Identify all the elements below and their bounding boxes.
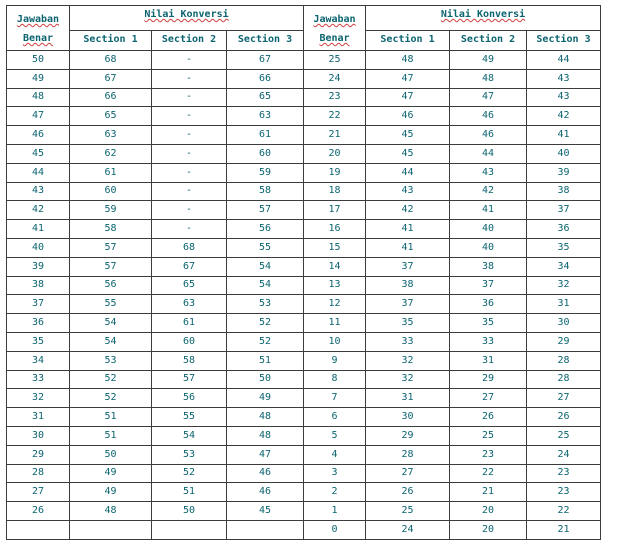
section2-cell: 40 — [450, 238, 527, 257]
table-row — [7, 389, 601, 408]
section2-cell: 54 — [152, 426, 227, 445]
table-row — [7, 426, 601, 445]
section2-cell: - — [152, 201, 227, 220]
section2-cell: 52 — [152, 464, 227, 483]
section3-cell: 26 — [527, 408, 601, 427]
table-row — [7, 163, 601, 182]
jawaban-benar-cell: 22 — [304, 107, 366, 126]
section2-cell: 40 — [450, 220, 527, 239]
table-row — [7, 144, 601, 163]
section1-header-right: Section 1 — [366, 30, 450, 50]
section1-cell: 41 — [366, 220, 450, 239]
section2-cell: 35 — [450, 314, 527, 333]
section1-cell: 32 — [366, 370, 450, 389]
section2-cell: 46 — [450, 126, 527, 145]
section1-cell: 63 — [70, 126, 152, 145]
section1-cell: 56 — [70, 276, 152, 295]
section3-cell: 28 — [527, 370, 601, 389]
section3-cell: 42 — [527, 107, 601, 126]
section1-cell — [70, 520, 152, 539]
section1-cell: 48 — [366, 51, 450, 70]
jawaban-benar-cell — [7, 520, 70, 539]
section3-cell: 54 — [227, 257, 304, 276]
jawaban-benar-cell: 14 — [304, 257, 366, 276]
section1-cell: 48 — [70, 502, 152, 521]
jawaban-benar-cell: 6 — [304, 408, 366, 427]
section3-cell: 43 — [527, 69, 601, 88]
jawaban-benar-cell: 5 — [304, 426, 366, 445]
table-row — [7, 126, 601, 145]
table-row — [7, 502, 601, 521]
section1-cell: 33 — [366, 332, 450, 351]
section1-cell: 28 — [366, 445, 450, 464]
jawaban-benar-cell: 42 — [7, 201, 70, 220]
jawaban-benar-cell: 8 — [304, 370, 366, 389]
section2-cell: - — [152, 220, 227, 239]
section1-cell: 58 — [70, 220, 152, 239]
section2-cell: 26 — [450, 408, 527, 427]
jawaban-benar-header-right — [304, 6, 366, 51]
section1-cell: 46 — [366, 107, 450, 126]
section3-cell: 24 — [527, 445, 601, 464]
section3-cell: 57 — [227, 201, 304, 220]
section2-cell: 23 — [450, 445, 527, 464]
table-row — [7, 408, 601, 427]
section3-cell: 29 — [527, 332, 601, 351]
section3-cell: 34 — [527, 257, 601, 276]
section1-cell: 44 — [366, 163, 450, 182]
section3-cell: 39 — [527, 163, 601, 182]
section1-cell: 52 — [70, 370, 152, 389]
section2-cell: 20 — [450, 520, 527, 539]
section2-cell: - — [152, 182, 227, 201]
section2-cell: 37 — [450, 276, 527, 295]
table-row — [7, 201, 601, 220]
section3-cell: 31 — [527, 295, 601, 314]
section2-cell: 46 — [450, 107, 527, 126]
section3-cell: 66 — [227, 69, 304, 88]
section1-cell: 53 — [70, 351, 152, 370]
nilai-konversi-label: Nilai Konversi — [440, 9, 526, 20]
section2-cell: 50 — [152, 502, 227, 521]
section2-cell — [152, 520, 227, 539]
section3-cell: 58 — [227, 182, 304, 201]
section1-cell: 61 — [70, 163, 152, 182]
jawaban-benar-cell: 34 — [7, 351, 70, 370]
table-row — [7, 51, 601, 70]
section1-cell: 67 — [70, 69, 152, 88]
jawaban-benar-cell: 23 — [304, 88, 366, 107]
section1-cell: 45 — [366, 126, 450, 145]
section1-cell: 26 — [366, 483, 450, 502]
jawaban-benar-cell: 32 — [7, 389, 70, 408]
section3-cell: 46 — [227, 464, 304, 483]
section2-cell: 42 — [450, 182, 527, 201]
section1-cell: 38 — [366, 276, 450, 295]
jawaban-benar-cell: 26 — [7, 502, 70, 521]
section1-cell: 51 — [70, 426, 152, 445]
table-body — [7, 6, 601, 540]
section2-cell: 51 — [152, 483, 227, 502]
table-row — [7, 238, 601, 257]
section2-cell: 53 — [152, 445, 227, 464]
section3-cell: 32 — [527, 276, 601, 295]
section1-cell: 43 — [366, 182, 450, 201]
section3-cell: 27 — [527, 389, 601, 408]
section2-cell: 36 — [450, 295, 527, 314]
section3-cell: 21 — [527, 520, 601, 539]
section1-cell: 42 — [366, 201, 450, 220]
section3-cell: 52 — [227, 314, 304, 333]
section2-cell: 56 — [152, 389, 227, 408]
jawaban-label: Jawaban — [313, 14, 356, 25]
table-row — [7, 483, 601, 502]
jawaban-benar-cell: 0 — [304, 520, 366, 539]
section3-cell: 67 — [227, 51, 304, 70]
section2-cell: - — [152, 126, 227, 145]
section3-cell: 51 — [227, 351, 304, 370]
section2-cell: 48 — [450, 69, 527, 88]
section1-cell: 57 — [70, 238, 152, 257]
jawaban-benar-cell: 43 — [7, 182, 70, 201]
jawaban-benar-cell: 11 — [304, 314, 366, 333]
section2-cell: 41 — [450, 201, 527, 220]
table-row — [7, 464, 601, 483]
section3-cell: 60 — [227, 144, 304, 163]
section2-header-right: Section 2 — [450, 30, 527, 50]
section3-cell — [227, 520, 304, 539]
section1-cell: 32 — [366, 351, 450, 370]
jawaban-benar-cell: 45 — [7, 144, 70, 163]
section1-cell: 37 — [366, 257, 450, 276]
section1-cell: 51 — [70, 408, 152, 427]
section2-cell: 43 — [450, 163, 527, 182]
section2-cell: 49 — [450, 51, 527, 70]
benar-label: Benar — [22, 33, 54, 44]
section2-cell: 61 — [152, 314, 227, 333]
jawaban-label: Jawaban — [16, 14, 60, 25]
section1-cell: 45 — [366, 144, 450, 163]
jawaban-benar-cell: 7 — [304, 389, 366, 408]
table-row — [7, 314, 601, 333]
section3-cell: 55 — [227, 238, 304, 257]
section2-cell: 55 — [152, 408, 227, 427]
section1-cell: 55 — [70, 295, 152, 314]
section3-cell: 28 — [527, 351, 601, 370]
section3-cell: 22 — [527, 502, 601, 521]
section2-cell: 38 — [450, 257, 527, 276]
jawaban-benar-cell: 30 — [7, 426, 70, 445]
table-row — [7, 220, 601, 239]
section1-cell: 68 — [70, 51, 152, 70]
section1-cell: 50 — [70, 445, 152, 464]
section2-cell: 22 — [450, 464, 527, 483]
section3-cell: 59 — [227, 163, 304, 182]
jawaban-benar-cell: 21 — [304, 126, 366, 145]
jawaban-benar-cell: 37 — [7, 295, 70, 314]
section3-cell: 48 — [227, 426, 304, 445]
section3-cell: 46 — [227, 483, 304, 502]
section1-cell: 66 — [70, 88, 152, 107]
jawaban-benar-cell: 17 — [304, 201, 366, 220]
table-row — [7, 69, 601, 88]
section3-cell: 40 — [527, 144, 601, 163]
jawaban-benar-cell: 18 — [304, 182, 366, 201]
section3-cell: 50 — [227, 370, 304, 389]
section1-cell: 52 — [70, 389, 152, 408]
jawaban-benar-cell: 38 — [7, 276, 70, 295]
jawaban-benar-cell: 39 — [7, 257, 70, 276]
section3-cell: 23 — [527, 464, 601, 483]
section3-cell: 23 — [527, 483, 601, 502]
section3-cell: 52 — [227, 332, 304, 351]
jawaban-benar-cell: 25 — [304, 51, 366, 70]
table-row — [7, 257, 601, 276]
section3-cell: 45 — [227, 502, 304, 521]
section2-cell: 68 — [152, 238, 227, 257]
jawaban-benar-cell: 31 — [7, 408, 70, 427]
jawaban-benar-cell: 48 — [7, 88, 70, 107]
section1-cell: 49 — [70, 483, 152, 502]
jawaban-benar-header-left — [7, 6, 70, 51]
section1-cell: 35 — [366, 314, 450, 333]
section2-header-left: Section 2 — [152, 30, 227, 50]
jawaban-benar-cell: 20 — [304, 144, 366, 163]
section2-cell: - — [152, 88, 227, 107]
section3-cell: 47 — [227, 445, 304, 464]
jawaban-benar-cell: 12 — [304, 295, 366, 314]
table-row — [7, 520, 601, 539]
section3-cell: 25 — [527, 426, 601, 445]
section2-cell: 31 — [450, 351, 527, 370]
table-row — [7, 88, 601, 107]
section2-cell: 65 — [152, 276, 227, 295]
header-row-top — [7, 6, 601, 31]
jawaban-benar-cell: 9 — [304, 351, 366, 370]
section1-cell: 54 — [70, 314, 152, 333]
section2-cell: 27 — [450, 389, 527, 408]
jawaban-benar-cell: 33 — [7, 370, 70, 389]
section3-cell: 37 — [527, 201, 601, 220]
section2-cell: 67 — [152, 257, 227, 276]
section3-cell: 48 — [227, 408, 304, 427]
section2-cell: 25 — [450, 426, 527, 445]
table-row — [7, 276, 601, 295]
section3-cell: 49 — [227, 389, 304, 408]
section2-cell: 63 — [152, 295, 227, 314]
jawaban-benar-cell: 35 — [7, 332, 70, 351]
jawaban-benar-cell: 44 — [7, 163, 70, 182]
section3-cell: 54 — [227, 276, 304, 295]
table-row — [7, 351, 601, 370]
table-row — [7, 295, 601, 314]
section2-cell: - — [152, 51, 227, 70]
jawaban-benar-cell: 10 — [304, 332, 366, 351]
section1-cell: 31 — [366, 389, 450, 408]
section1-cell: 41 — [366, 238, 450, 257]
section3-cell: 43 — [527, 88, 601, 107]
section2-cell: 44 — [450, 144, 527, 163]
section3-cell: 30 — [527, 314, 601, 333]
section3-cell: 61 — [227, 126, 304, 145]
nilai-konversi-label: Nilai Konversi — [144, 9, 229, 20]
jawaban-benar-cell: 27 — [7, 483, 70, 502]
section1-cell: 30 — [366, 408, 450, 427]
jawaban-benar-cell: 41 — [7, 220, 70, 239]
section1-cell: 54 — [70, 332, 152, 351]
section1-cell: 37 — [366, 295, 450, 314]
section1-cell: 60 — [70, 182, 152, 201]
section1-cell: 27 — [366, 464, 450, 483]
table-row — [7, 332, 601, 351]
jawaban-benar-cell: 15 — [304, 238, 366, 257]
jawaban-benar-cell: 47 — [7, 107, 70, 126]
section1-cell: 57 — [70, 257, 152, 276]
jawaban-benar-cell: 40 — [7, 238, 70, 257]
jawaban-benar-cell: 29 — [7, 445, 70, 464]
section3-cell: 63 — [227, 107, 304, 126]
section1-header-left: Section 1 — [70, 30, 152, 50]
section2-cell: 33 — [450, 332, 527, 351]
section1-cell: 29 — [366, 426, 450, 445]
jawaban-benar-cell: 50 — [7, 51, 70, 70]
nilai-konversi-header-right — [366, 6, 601, 31]
section2-cell: 20 — [450, 502, 527, 521]
jawaban-benar-cell: 28 — [7, 464, 70, 483]
section2-cell: - — [152, 163, 227, 182]
section3-cell: 36 — [527, 220, 601, 239]
section2-cell: 21 — [450, 483, 527, 502]
section3-cell: 44 — [527, 51, 601, 70]
jawaban-benar-cell: 1 — [304, 502, 366, 521]
jawaban-benar-cell: 16 — [304, 220, 366, 239]
section1-cell: 49 — [70, 464, 152, 483]
score-conversion-table — [6, 5, 601, 540]
jawaban-benar-cell: 46 — [7, 126, 70, 145]
section1-cell: 25 — [366, 502, 450, 521]
section3-header-right: Section 3 — [527, 30, 601, 50]
jawaban-benar-cell: 2 — [304, 483, 366, 502]
section1-cell: 65 — [70, 107, 152, 126]
jawaban-benar-cell: 4 — [304, 445, 366, 464]
section3-cell: 56 — [227, 220, 304, 239]
section2-cell: - — [152, 144, 227, 163]
section3-cell: 38 — [527, 182, 601, 201]
section3-cell: 53 — [227, 295, 304, 314]
section1-cell: 59 — [70, 201, 152, 220]
section3-cell: 35 — [527, 238, 601, 257]
table-row — [7, 182, 601, 201]
section3-cell: 65 — [227, 88, 304, 107]
section1-cell: 47 — [366, 88, 450, 107]
jawaban-benar-cell: 19 — [304, 163, 366, 182]
section2-cell: - — [152, 69, 227, 88]
section2-cell: 57 — [152, 370, 227, 389]
table-row — [7, 107, 601, 126]
conversion-table-container — [6, 5, 601, 540]
jawaban-benar-cell: 36 — [7, 314, 70, 333]
section1-cell: 62 — [70, 144, 152, 163]
section2-cell: 60 — [152, 332, 227, 351]
section2-cell: 29 — [450, 370, 527, 389]
section2-cell: - — [152, 107, 227, 126]
section1-cell: 47 — [366, 69, 450, 88]
section1-cell: 24 — [366, 520, 450, 539]
nilai-konversi-header-left — [70, 6, 304, 31]
jawaban-benar-cell: 49 — [7, 69, 70, 88]
jawaban-benar-cell: 3 — [304, 464, 366, 483]
jawaban-benar-cell: 24 — [304, 69, 366, 88]
section3-header-left: Section 3 — [227, 30, 304, 50]
jawaban-benar-cell: 13 — [304, 276, 366, 295]
table-row — [7, 445, 601, 464]
table-row — [7, 370, 601, 389]
section2-cell: 58 — [152, 351, 227, 370]
benar-label: Benar — [319, 33, 350, 44]
section3-cell: 41 — [527, 126, 601, 145]
section2-cell: 47 — [450, 88, 527, 107]
